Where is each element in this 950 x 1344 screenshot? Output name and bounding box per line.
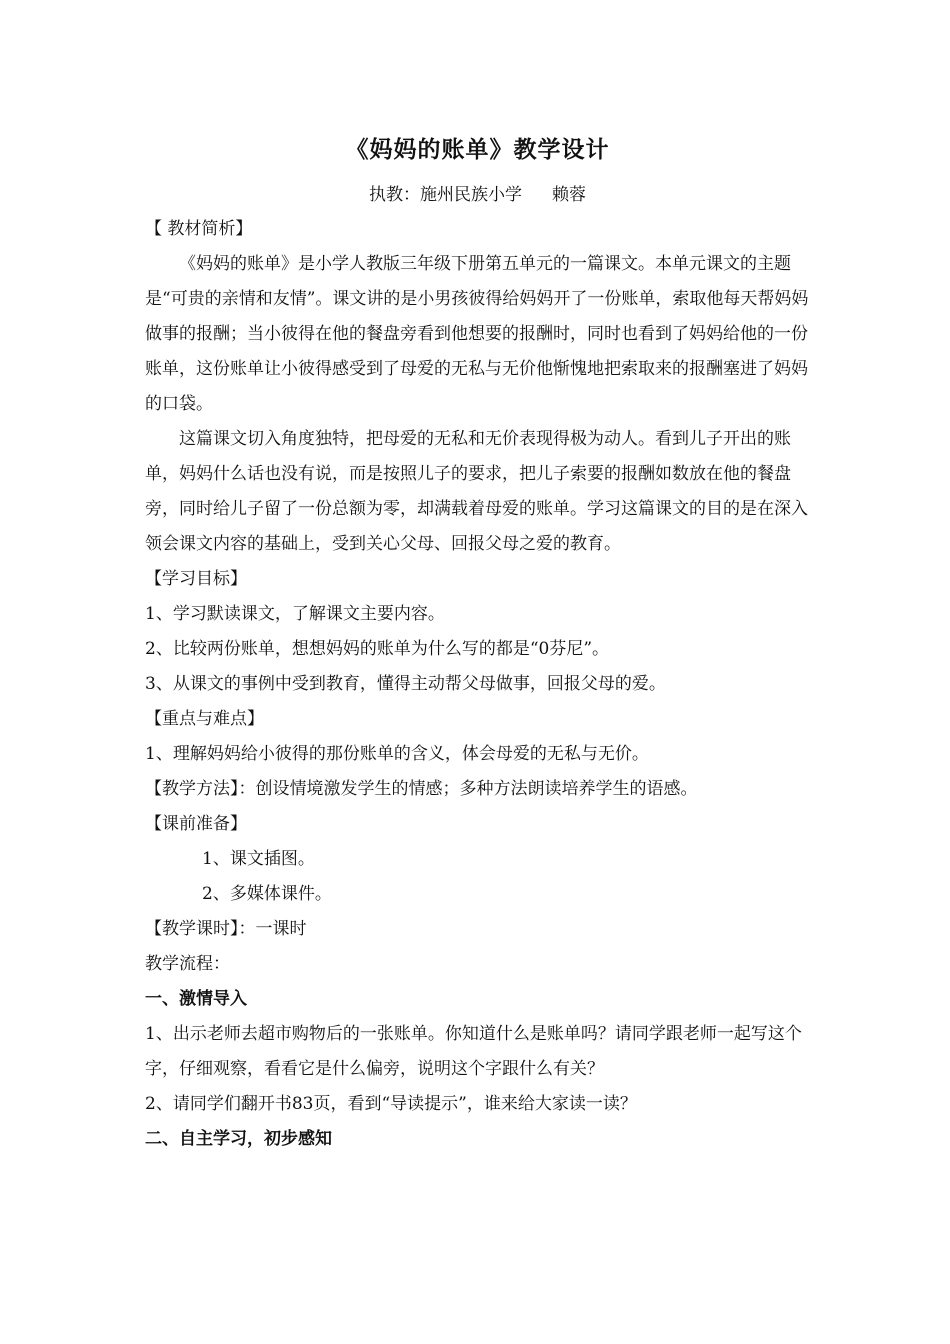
section-heading-key-points: 【重点与难点】 xyxy=(145,709,264,729)
flow-part2-heading: 二、自主学习，初步感知 xyxy=(145,1129,332,1149)
section-heading-preparation: 【课前准备】 xyxy=(145,814,247,834)
goal-item: 1、学习默读课文，了解课文主要内容。 xyxy=(145,604,445,624)
goal-item: 2、比较两份账单，想想妈妈的账单为什么写的都是“0芬尼”。 xyxy=(145,639,610,659)
materials-paragraph-1: 《妈妈的账单》是小学人教版三年级下册第五单元的一篇课文。本单元课文的主题是“可贵的亲情和友情”。课文讲的是小男孩彼得给妈妈开了一份账单，索取他每天帮妈妈做事的报酬；当小彼得在他的餐盘旁看到他想要的报酬时，同时也看到了妈妈给他的一份账单，这份账单让小彼得感受到了母爱的无私与无价他惭愧地把索取来的报酬塞进了妈妈的口袋。 xyxy=(145,254,809,414)
flow-part1-heading: 一、激情导入 xyxy=(145,989,247,1009)
flow-part1-item: 1、出示老师去超市购物后的一张账单。你知道什么是账单吗？请同学跟老师一起写这个字，仔细观察，看看它是什么偏旁，说明这个字跟什么有关？ xyxy=(145,1024,802,1079)
hours-line xyxy=(145,912,810,947)
document-body xyxy=(145,130,810,1157)
hours-text: ：一课时 xyxy=(238,919,307,939)
document-title: 《妈妈的账单》教学设计 xyxy=(345,137,610,163)
methods-text: ：创设情境激发学生的情感；多种方法朗读培养学生的语感。 xyxy=(238,779,698,799)
materials-paragraph-2: 这篇课文切入角度独特，把母爱的无私和无价表现得极为动人。看到儿子开出的账单，妈妈什么话也没有说，而是按照儿子的要求，把儿子索要的报酬如数放在他的餐盘旁，同时给儿子留了一份总额为零，却满载着母爱的账单。学习这篇课文的目的是在深入领会课文内容的基础上，受到关心父母、回报父母之爱的教育。 xyxy=(145,429,808,554)
section-heading-methods: 【教学方法】 xyxy=(145,779,239,799)
section-heading-hours: 【教学课时】 xyxy=(145,919,239,939)
section-heading-materials: 【 教材简析】 xyxy=(145,219,253,239)
methods-line xyxy=(145,772,810,807)
preparation-item: 2、多媒体课件。 xyxy=(202,884,332,904)
author-label: 执教：施州民族小学 xyxy=(369,185,522,205)
section-heading-flow: 教学流程： xyxy=(145,954,230,974)
section-heading-goals: 【学习目标】 xyxy=(145,569,247,589)
author-line xyxy=(145,178,810,212)
key-point-item: 1、理解妈妈给小彼得的那份账单的含义，体会母爱的无私与无价。 xyxy=(145,744,649,764)
goal-item: 3、从课文的事例中受到教育，懂得主动帮父母做事，回报父母的爱。 xyxy=(145,674,666,694)
flow-part1-item: 2、请同学们翻开书83页，看到“导读提示”，谁来给大家读一读？ xyxy=(145,1094,637,1114)
preparation-item: 1、课文插图。 xyxy=(202,849,315,869)
author-name: 赖蓉 xyxy=(552,185,586,205)
